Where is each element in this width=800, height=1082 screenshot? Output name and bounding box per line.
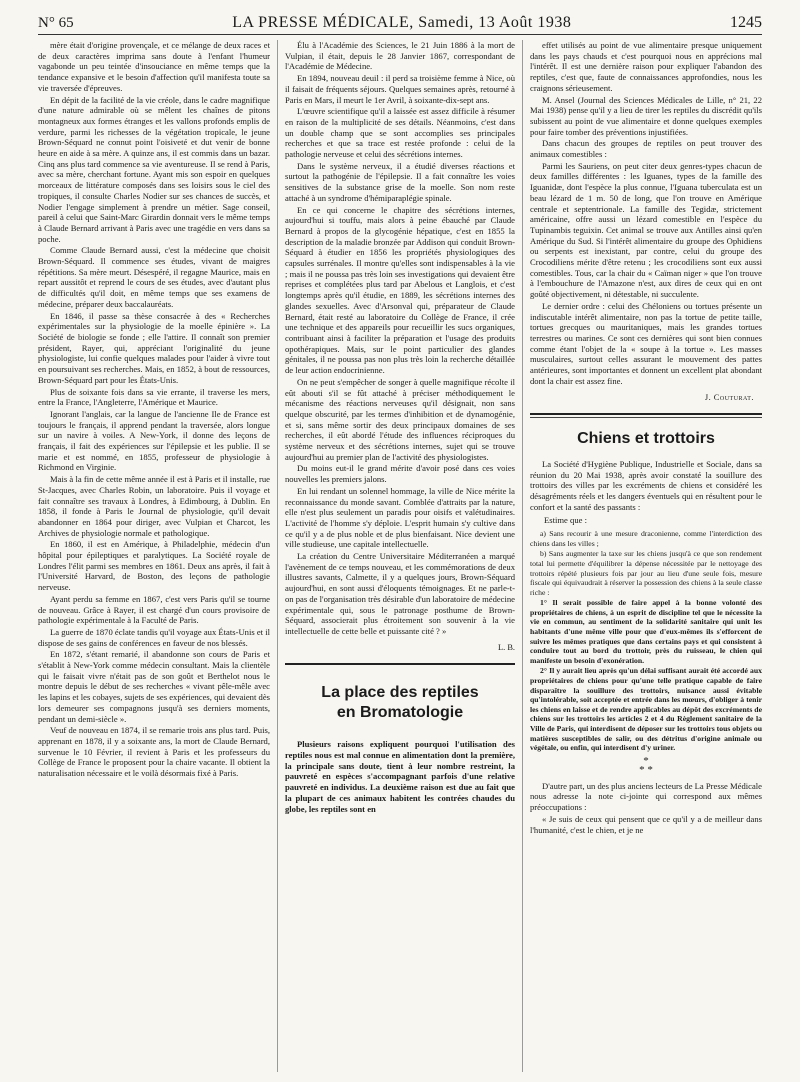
paragraph: mère était d'origine provençale, et ce mélange de deux races et de deux caractères imprima sans doute à l'enfant l'humeur vagabonde un peu teintée d'insouciance en même temps que la tendance expansive et le besoin d'affection qu'il manifesta toute sa vie traversée d'épreuves. (38, 40, 270, 93)
column-3 (530, 40, 762, 1072)
section-rule (530, 413, 762, 415)
resolution-item: 1° Il serait possible de faire appel à la bonne volonté des propriétaires de chiens, à un esprit de discipline tel que le nécessite la vie en commun, au sentiment de la solidarité sanitaire qui unit les habitants d'une même ville pour que d'eux-mêmes ils s'efforcent de suivre les mêmes pratiques que dans certains pays et qui consistent à conduire tout au bord du trottoir, près du ruisseau, le chien qui manifeste un besoin d'exonération. (530, 598, 762, 665)
paragraph: L'œuvre scientifique qu'il a laissée est assez difficile à résumer en raison de la multiplicité de ses détails. Néanmoins, c'est dans un double champ que se sont accomplies ses principales recherches et que sa trace est restée profonde : celui de la pathologie nerveuse et celui des sécrétions internes. (285, 106, 515, 160)
article-signature: L. B. (498, 642, 515, 652)
paragraph: Élu à l'Académie des Sciences, le 21 Juin 1886 à la mort de Vulpian, il était, depuis le 28 Janvier 1867, correspondant de l'Académie de Médecine. (285, 40, 515, 72)
section-stars: * * * (639, 754, 653, 776)
paragraph: Plus de soixante fois dans sa vie errante, il traverse les mers, entre la France, l'Angleterre, l'Amérique et Maurice. (38, 386, 270, 408)
paragraph: M. Ansel (Journal des Sciences Médicales de Lille, n° 21, 22 Mai 1938) pense qu'il y a lieu de tirer les reptiles du discrédit qu'ils subissent au point de vue alimentaire et donne quelques exemples pour faire tomber des préventions injustifiées. (530, 94, 762, 137)
paragraph: Parmi les Sauriens, on peut citer deux genres-types chacun de deux familles différentes : les Iguanes, types de la famille des Iguanidæ, dont l'espèce la plus connue, l'Iguana tuberculata est un beau lézard de 1 m. 50 de long, que l'on trouve en Amérique centrale et septentrionale. La famille des Tegidæ, strictement américaine, offre aussi un lézard comestible en l'espèce du Tupinambis teguixin. Cet animal se trouve aux Antilles ainsi qu'en Amérique du Sud. Si l'intérêt alimentaire du groupe des Ophidiens ou serpents est inexistant, par contre, celui du groupe des Crocodiliens mérite d'être retenu ; les crocodiliens sont eux aussi comestibles. Tous, car la chair du « Caïman niger » que l'on trouve à l'embouchure de l'Amazone n'est, aux dires de ceux qui en ont goûté objectivement, ni détestable, ni succulente. (530, 160, 762, 300)
paragraph: Veuf de nouveau en 1874, il se remarie trois ans plus tard. Puis, apprenant en 1878, il y a soixante ans, la mort de Claude Bernard, survenue le 10 Février, il revient à Paris et les professeurs du Collège de France le proposent pour la chaire vacante. Il obtient la naturalisation nécessaire et le voilà désormais fixé à Paris. (38, 725, 270, 779)
resolution-block (530, 529, 762, 753)
paragraph: Comme Claude Bernard aussi, c'est la médecine que choisit Brown-Séquard. Il commence ses études, vivant de maigres répétitions. Sa mère meurt. Désespéré, il regagne Maurice, mais en repart aussitôt et reprend le cours de ses études, avec d'autant plus de difficultés qu'il doit, en même temps que ses examens de médecine, préparer deux baccalauréats. (38, 245, 270, 309)
paragraph: En dépit de la facilité de la vie créole, dans le cadre magnifique d'une nature admirable où se mêlent les chaînes de pitons montagneux aux formes étranges et les vallons profonds emplis de verdure, parmi les richesses de la végétation tropicale, le jeune Brown-Séquard ne connut point l'oisiveté et dut venir de bonne heure en aide à sa mère. A quinze ans, il est commis dans un bazar. Cinq ans plus tard commence sa vie aventureuse. Il se rend à Paris, avec sa mère, cherchant fortune. Ayant mis son espoir en quelques morceaux de littérature composés dans ses loisirs sous le ciel des tropiques, il consulte Charles Nodier sur ses chances de succès, et Nodier l'engage simplement à prendre un métier. Sage conseil, pareil à celui que Saint-Marc Girardin donnait vers le même temps à Claude Bernard arrivant à Paris avec une tragédie en vers dans sa poche. (38, 94, 270, 244)
page-number: 1245 (730, 14, 762, 31)
paragraph: En 1872, s'étant remarié, il abandonne son cours de Paris et s'établit à New-York comme médecin consultant. Mais la clientèle qui le faisait vivre n'était pas de son goût et Berthelot nous le montre depuis le début de ses recherches « vivant pêle-mêle avec les lapins et les cobayes, sujets de ses expériences, qui devaient dès lors demeurer ses compagnons jusqu'à ses derniers moments, pendant un demi-siècle ». (38, 649, 270, 724)
article-signature: J. Couturat. (704, 392, 754, 402)
paragraph: En lui rendant un solennel hommage, la ville de Nice mérite la reconnaissance du monde savant. Comblée d'attraits par la nature, elle n'est plus seulement un paradis pour oisifs et valétudinaires. L'activité de l'homme s'y déploie. L'esprit humain s'y cultive dans ce qu'il y a de plus noble et de plus bienfaisant. Nice devient une ville studieuse, une capitale intellectuelle. (285, 485, 515, 550)
resolution-item: 2° Il y aurait lieu après qu'un délai suffisant aurait été accordé aux propriétaires de chiens pour qu'une telle pratique capable de faire disparaître la souillure des trottoirs, nuisance aussi évitable qu'intolérable, soit acceptée et entrée dans les mœurs, d'obliger à tenir les chiens en laisse et de rendre applicables au dépôt des excréments de chiens sur les trottoirs les articles 2 et 4 du Règlement sanitaire de la Ville de Paris, qui interdisent de déposer sur les trottoirs tous objets ou matières susceptibles de salir, ou des détritus d'origine animale ou végétale, ou enfin, qui interdisent d'y uriner. (530, 666, 762, 753)
paragraph: Du moins eut-il le grand mérite d'avoir posé dans ces voies nouvelles les premiers jalons. (285, 463, 515, 485)
header-rule (38, 34, 762, 35)
paragraph: Dans chacun des groupes de reptiles on peut trouver des animaux comestibles : (530, 138, 762, 160)
paragraph: On ne peut s'empêcher de songer à quelle magnifique récolte il eût abouti s'il se fût attaché à préciser méthodiquement le mécanisme des réactions nerveuses qu'il désignait, non sans quelque obscurité, par les termes d'inhibition et de dynamogénie, et si, sans même sortir des deux principaux domaines de ses recherches, il eût abordé l'étude des influences réciproques du système nerveux et des sécrétions internes, sujet qui se trouve aujourd'hui au premier plan de l'activité des physiologistes. (285, 376, 515, 462)
paragraph: En 1860, il est en Amérique, à Philadelphie, médecin d'un hôpital pour épileptiques et paralytiques. La Société royale de Londres l'élit parmi ses membres en 1861. Deux ans après, il fait à l'Université Harvard, de Boston, des leçons de pathologie nerveuse. (38, 539, 270, 593)
column-divider (277, 40, 278, 1072)
journal-title-date: LA PRESSE MÉDICALE, Samedi, 13 Août 1938 (232, 14, 572, 31)
issue-number: N° 65 (38, 15, 74, 31)
estime-line: Estime que : (544, 515, 587, 526)
column-divider (522, 40, 523, 1072)
column-2 (285, 40, 515, 1072)
paragraph: La Société d'Hygiène Publique, Industrielle et Sociale, dans sa réunion du 20 Mai 1938, après avoir constaté la souillure des trottoirs des villes par les excréments de chiens et considéré les désagréments réels et les dangers éventuels qui en résultent pour le confort et la santé des passants : (530, 458, 762, 512)
article-title (285, 683, 515, 723)
resolution-item: b) Sans augmenter la taxe sur les chiens jusqu'à ce que son rendement total lui permette d'équilibrer la dépense nécessitée par le nettoyage des trottoirs répété plusieurs fois par jour au lieu d'une seule fois, mesure fiscale qui équivaudrait à réserver la possession des chiens à la seule classe riche : (530, 549, 762, 597)
page-header (38, 8, 762, 32)
paragraph: La guerre de 1870 éclate tandis qu'il voyage aux États-Unis et il dispose de ses gains de conférences en faveur de nos blessés. (38, 626, 270, 648)
resolution-item: a) Sans recourir à une mesure draconienne, comme l'interdiction des chiens dans les villes ; (530, 529, 762, 548)
paragraph: En ce qui concerne le chapitre des sécrétions internes, aujourd'hui si touffu, mais alors à peine ébauché par Claude Bernard à propos de la glycogénie hépatique, c'est en 1855 la description de la maladie bronzée par Addison qui conduit Brown-Séquard à étudier en 1856 les propriétés physiologiques des capsules surrénales. Il montre qu'elles sont indispensables à la vie ; mais il ne poussa pas très loin ses investigations qui devaient être reprises et complétées plus tard par Abelous et Langlois, et c'est longtemps après qu'il étudie, en 1889, les sécrétions internes des glandes sexuelles. Avec d'Arsonval qui, préparateur de Claude Bernard, était resté au laboratoire du Collège de France, il crée une technique et des appareils pour recueillir les sucs organiques, contribuant ainsi à faciliter la préparation et l'usage des produits opothérapiques. Mais, sur le point particulier des glandes génitales, il ne poussa pas non plus très loin la recherche détaillée de leur action endocrinienne. (285, 204, 515, 376)
paragraph: Mais à la fin de cette même année il est à Paris et il installe, rue St-Jacques, avec Charles Robin, un laboratoire. Puis il voyage et fait connaître ses travaux à Londres, à Edimbourg, à Dublin. En 1858, il fonde à Paris le Journal de physiologie, qu'il devait abandonner en 1864 pour diriger, avec Vulpian et Charcot, les Archives de physiologie normale et pathologique. (38, 474, 270, 538)
paragraph: Ayant perdu sa femme en 1867, c'est vers Paris qu'il se tourne de nouveau. Grâce à Rayer, il est chargé d'un cours provisoire de pathologie expérimentale à la Faculté de Paris. (38, 593, 270, 626)
paragraph: effet utilisés au point de vue alimentaire presque uniquement dans les pays chauds et c'est pourquoi nous en apprécions mal l'intérêt. Il est une dernière raison pour expliquer l'abandon des reptiles, c'est que, faute de connaissances approfondies, nous les craignons sérieusement. (530, 40, 762, 93)
paragraph: Ignorant l'anglais, car la langue de l'ancienne Ile de France est toujours le français, il apprend pendant la traversée, alors longue sur un navire à voiles. A New-York, il donne des leçons de français, il fait des expériences sur l'épilepsie et les publie. Il se marie et est nommé, en 1855, professeur de physiologie à Richmond en Virginie. (38, 408, 270, 473)
section-rule (285, 663, 515, 665)
paragraph: Dans le système nerveux, il a étudié diverses réactions et surtout la pathogénie de l'épilepsie. Il a fait connaître les voies sensitives de la substance grise de la moelle. Son nom reste attaché à un syndrome d'hémiparaplégie spinale. (285, 160, 515, 203)
paragraph: Le dernier ordre : celui des Chéloniens ou tortues présente un indiscutable intérêt alimentaire, non pas la tortue de petite taille, tortues grecques ou mauritaniques, mais les grandes tortues terrestres ou marines. Ce sont ces dernières qui sont bien connues comme étant l'objet de la « soupe à la tortue ». Les masses musculaires, surtout celles assurant le mouvement des pattes antérieures, sont importantes et donnent un excellent plat abondant dont la chair est assez fine. (530, 300, 762, 386)
section-rule (530, 417, 762, 418)
column-1 (38, 40, 270, 1072)
article-title: Chiens et trottoirs (577, 430, 715, 448)
paragraph: D'autre part, un des plus anciens lecteurs de La Presse Médicale nous adresse la note ci-jointe qui correspond aux mêmes préoccupations : (530, 780, 762, 813)
paragraph: La création du Centre Universitaire Méditerranéen a marqué l'avènement de ce temps nouveau, et les commémorations de deux illustres savants, Calmette, il y a quelques jours, Brown-Séquard aujourd'hui, en sont aussi d'éloquents témoignages. Et ne parle-t-on pas de l'organisation très désirable d'un laboratoire de médecine expérimentale qui, sous le patronage posthume de Brown-Séquard, associerait plus étroitement son souvenir à la vie intellectuelle de cette belle et puissante cité ? » (285, 551, 515, 636)
paragraph: « Je suis de ceux qui pensent que ce qu'il y a de meilleur dans l'humanité, c'est le chien, et je ne (530, 813, 762, 835)
article-lead-paragraph: Plusieurs raisons expliquent pourquoi l'utilisation des reptiles nous est mal connue en alimentation dont la première, la principale sans doute, tient à leur nombre restreint, la pauvreté en espèces s'accompagnant parfois d'une relative pauvreté en individus. La deuxième raison est due au fait que la plupart de ces animaux habitent les contrées chaudes du globe, les reptiles sont en (285, 739, 515, 814)
article-title-line: en Bromatologie (336, 704, 464, 722)
paragraph: En 1894, nouveau deuil : il perd sa troisième femme à Nice, où il faisait de fréquents séjours. Quelques semaines après, retourné à Paris en Mars, il meurt le 1er Avril, à soixante-dix-sept ans. (285, 73, 515, 105)
article-title-line: La place des reptiles (321, 684, 479, 702)
paragraph: En 1846, il passe sa thèse consacrée à des « Recherches expérimentales sur la physiologie de la moelle épinière ». La Société de biologie se fonde ; elle l'attire. Il connaît son premier président, Rayer, qui, appréciant l'originalité du jeune physiologiste, lui confie quelques malades pour l'aider à vivre tout en poursuivant ses recherches. Mais, en 1852, à bout de ressources, Brown-Séquard part pour les États-Unis. (38, 310, 270, 385)
